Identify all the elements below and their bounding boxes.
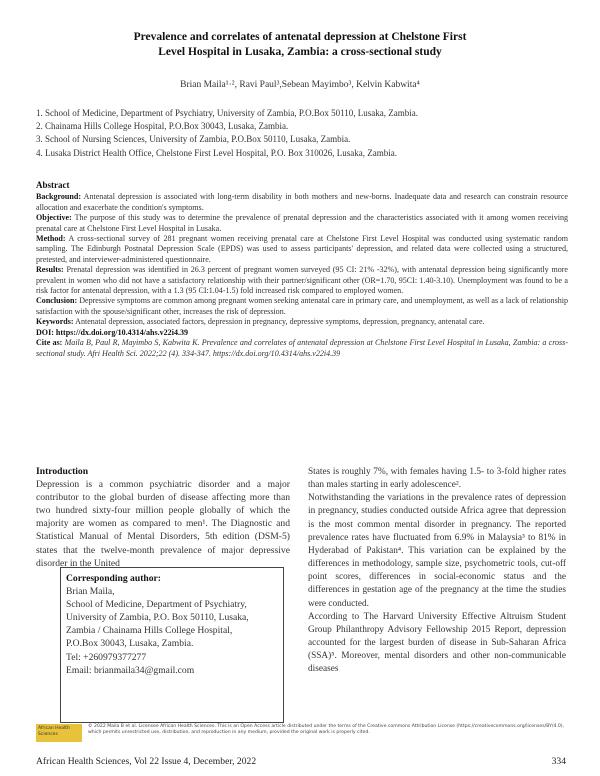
abstract bbox=[36, 180, 568, 359]
intro-left-column bbox=[36, 465, 290, 570]
intro-right-p1: States is roughly 7%, with females having 1.5- to 3-fold higher rates than males starting in early adolescence². bbox=[308, 467, 566, 491]
abstract-conclusion: Conclusion: Depressive symptoms are common among pregnant women seeking antenatal care in primary care, and unemployment, as well as a lack of relationship satisfaction with the spouse/significant other, increases the risk of depression. bbox=[36, 296, 568, 316]
corr-line: P.O.Box 30043, Lusaka, Zambia. bbox=[66, 638, 194, 650]
corresponding-author-box bbox=[60, 567, 284, 723]
intro-right-p2: Notwithstanding the variations in the prevalence rates of depression in pregnancy, studies conducted outside Africa agree that depression is the most common mental disorder in pregnancy. The reported prevalence rates have fluctuated from 6.9% in Malaysia³ to 81% in Hyderabad of Pakistan⁴. This variation can be explained by the differences in methodology, sample size, psychometric tools, cut-off point scores, differences in social-economic status and the differences in gestation age of the pregnancy at the time the studies were conducted. bbox=[308, 493, 566, 609]
license-text: © 2022 Maila B et al. Licensee African Health Sciences. This is an Open Access article distributed under the terms of the Creative commons Attribution License (https://creativecommons.org/licenses/BY/4.0), which permits unrestricted use, distribution, and reproduction in any medium, provided the original work is properly cited. bbox=[88, 724, 565, 736]
corr-line: School of Medicine, Department of Psychiatry, bbox=[66, 599, 247, 611]
abstract-doi: DOI: https://dx.doi.org/10.4314/ahs.v22i4.39 bbox=[36, 327, 189, 337]
affiliation-3: 3. School of Nursing Sciences, University of Zambia, P.O.Box 50110, Lusaka, Zambia. bbox=[36, 134, 351, 145]
corresponding-heading: Corresponding author: bbox=[66, 573, 161, 584]
corr-email[interactable]: Email: brianmaila34@gmail.com bbox=[66, 664, 195, 676]
abstract-results: Results: Prenatal depression was identified in 26.3 percent of pregnant women surveyed (95 CI: 21% -32%), with antenatal depression being significantly more prevalent in women who did not have a satisfactory relationship with their partner/significant other (OR=1.70, 95CI: 1.40-3.10). Unemployment was found to be a risk factor for antenatal depression, with a 1.3 (95 CI:1.04-1.5) fold increased risk compared to employed women. bbox=[36, 265, 568, 296]
abstract-method: Method: A cross-sectional survey of 281 pregnant women receiving prenatal care at Chelstone First Level Hospital was conducted using systematic random sampling. The Edinburgh Postnatal Depression Scale (EPDS) was used to assess participants' depression, and related data were collected using a structured, pretested, and interviewer-administered questionnaire. bbox=[36, 234, 568, 264]
license-block bbox=[36, 724, 566, 746]
doi-link[interactable]: https://dx.doi.org/10.4314/ahs.v22i4.39 bbox=[55, 327, 189, 337]
abstract-heading: Abstract bbox=[36, 180, 70, 190]
abstract-cite: Cite as: Maila B, Paul R, Mayimbo S, Kabwita K. Prevalence and correlates of antenatal depression at Chelstone First Level Hospital in Lusaka, Zambia: a cross-sectional study. Afri Health Sci. 2022;22 (4). 334-347. https://dx.doi.org/10.4314/ahs.v22i4.39 bbox=[36, 338, 568, 358]
author-list: Brian Maila¹·², Ravi Paul³,Sebean Mayimbo³, Kelvin Kabwita⁴ bbox=[180, 80, 420, 90]
corr-line: University of Zambia, P.O. Box 50110, Lusaka, bbox=[66, 612, 249, 624]
affiliation-4: 4. Lusaka District Health Office, Chelstone First Level Hospital, P.O. Box 310026, Lusaka, Zambia. bbox=[36, 147, 398, 158]
footer-journal: African Health Sciences, Vol 22 Issue 4, December, 2022 bbox=[36, 756, 257, 767]
intro-left-text: Depression is a common psychiatric disorder and a major contributor to the global burden of disease affecting more than two hundred sixty-four million people globally of which the majority are women as compared to men¹. The Diagnostic and Statistical Manual of Mental Disorders, 5th edition (DSM-5) states that the twelve-month prevalence of major depressive disorder in the United bbox=[36, 479, 290, 569]
journal-logo: African Health Sciences bbox=[36, 724, 82, 742]
affiliation-2: 2. Chainama Hills College Hospital, P.O.Box 30043, Lusaka, Zambia. bbox=[36, 121, 289, 132]
page-footer bbox=[36, 756, 566, 767]
corr-phone: Tel: +260979377277 bbox=[66, 651, 147, 663]
title-line-1: Prevalence and correlates of antenatal depression at Chelstone First bbox=[133, 31, 467, 43]
affiliations bbox=[36, 107, 566, 160]
corr-line: Brian Maila, bbox=[66, 586, 115, 598]
corr-line: Zambia / Chainama Hills College Hospital, bbox=[66, 625, 233, 637]
intro-right-p3: According to The Harvard University Effective Altruism Student Group Philanthropy Advisory Fellowship 2015 Report, depression accounted for the largest burden of disease in Sub-Saharan Africa (SSA)⁵. Moreover, mental disorders and other non-communicable diseases bbox=[308, 611, 566, 675]
abstract-background: Background: Antenatal depression is associated with long-term disability in both mothers and new-borns. Inadequate data and research can constrain resource allocation and exacerbate the condition's symptoms. bbox=[36, 192, 568, 212]
intro-heading: Introduction bbox=[36, 466, 89, 477]
affiliation-1: 1. School of Medicine, Department of Psychiatry, University of Zambia, P.O.Box 50110, Lusaka, Zambia. bbox=[36, 108, 419, 118]
page-number: 334 bbox=[551, 756, 566, 767]
abstract-keywords: Keywords: Antenatal depression, associated factors, depression in pregnancy, depressive symptoms, depression, pregnancy, antenatal care. bbox=[36, 317, 485, 327]
abstract-objective: Objective: The purpose of this study was to determine the prevalence of prenatal depression and the characteristics associated with it among women receiving prenatal care at Chelstone First Level Hospital in Lusaka. bbox=[36, 213, 568, 233]
title-line-2: Level Hospital in Lusaka, Zambia: a cross-sectional study bbox=[158, 46, 442, 58]
article-title bbox=[40, 30, 560, 60]
intro-right-column bbox=[308, 466, 566, 677]
